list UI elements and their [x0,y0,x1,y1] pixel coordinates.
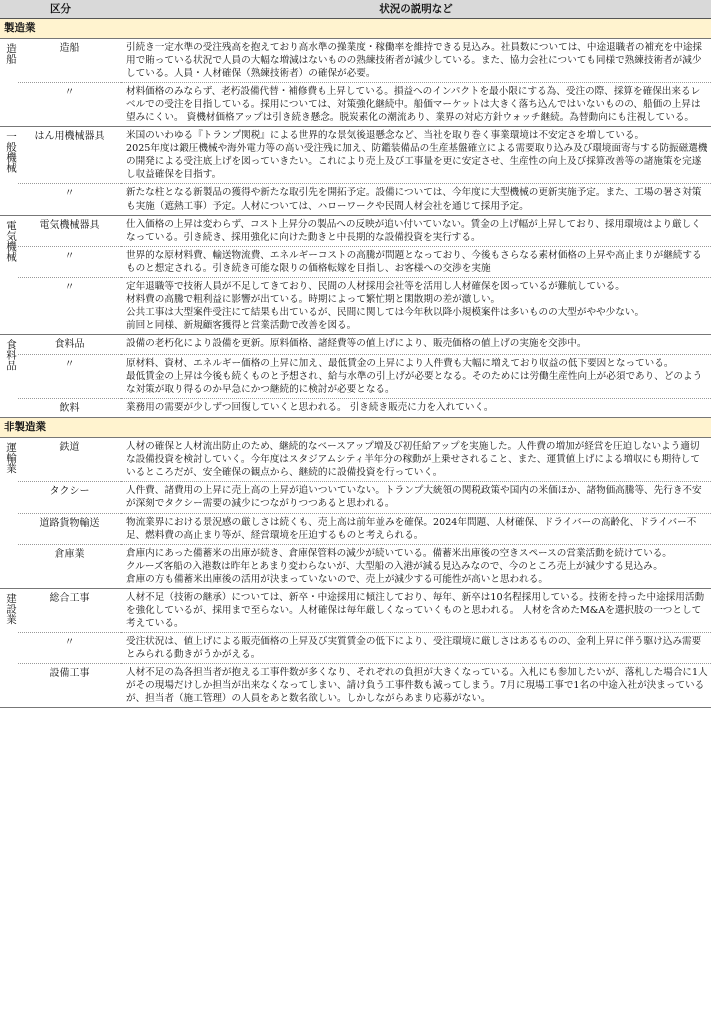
status-description [121,513,711,544]
description-paragraph: 倉庫の方も備蓄米出庫後の活用が決まっていないので、売上が減少する可能性が高いと思われる。 [126,573,548,585]
status-description [121,83,711,127]
description-paragraph: 新たな柱となる新製品の獲得や新たな取引先を開拓予定。設備については、今年度に大型機械の更新実施予定。また、工場の暑さ対策も実施（遮熱工事）予定。人材については、ハローワークや民間人材会社を通じて採用予定。 [126,187,702,212]
group-label: 運輸業 [0,438,18,588]
column-header-category: 区分 [0,0,121,19]
section-title: 製造業 [0,19,711,39]
description-paragraph: 材料価格のみならず、老朽設備代替・補修費も上昇している。損益へのインパクトを最小限にする為、受注の際、採算を確保出来るレベルでの受注を目指している。採用については、対策強化継続中。船価マーケットは大きく落ち込んではいないものの、船価の上昇は望みにくい。 資機材価格アップは引き続き懸念。脱炭素化の潮流あり、業界の対応方針ウォッチ継続。為替動向にも注視している。 [126,86,701,124]
subcategory-label: 電気機械器具 [18,215,121,246]
status-description [121,482,711,513]
description-paragraph: 最低賃金の上昇は今後も続くものと予想され、給与水準の引上げが必要となる。そのためには労働生産性向上が必須であり、どのような対策が取り得るのか早急にかつ継続的に検討が必要となる。 [126,370,703,395]
description-paragraph: 仕入価格の上昇は変わらず、コスト上昇分の製品への反映が追い付いていない。賃金の上げ幅が上昇しており、採用環境はより厳しくなっている。引き続き、採用強化に向けた動きと中長期的な設備投資を実行する。 [126,218,701,243]
description-paragraph: 人材不足の為各担当者が抱える工事件数が多くなり、それぞれの負担が大きくなっている。入札にも参加したいが、落札した場合に1人がその現場だけしか担当が出来なくなってしまい、請け負う工事件数も減ってしまう。7月に現場工事で1名の中途入社が決まっているが、担当者（施工管理）の人員をあと数名欲しい。しかしながらあまり応募がない。 [126,666,708,705]
subcategory-label: 鉄道 [18,438,121,482]
group-label: 建設業 [0,588,18,707]
subcategory-label: 倉庫業 [18,544,121,588]
subcategory-label: 〃 [18,354,121,398]
status-description [121,334,711,354]
subcategory-label: 道路貨物輸送 [18,513,121,544]
description-paragraph: 原材料、資材、エネルギー価格の上昇に加え、最低賃金の上昇により人件費も大幅に増えており収益の低下要因となっている。 [126,357,674,369]
table-row [0,482,711,513]
description-paragraph: 業務用の需要が少しずつ回復していくと思われる。 引き続き販売に力を入れていく。 [126,401,494,413]
subcategory-label: 〃 [18,83,121,127]
subcategory-label: 飲料 [18,398,121,418]
description-paragraph: 公共工事は大型案件受注にて結果も出ているが、民間に関しては今年秋以降小規模案件は多いものの大型がやや少ない。 [126,306,645,318]
table-body [0,19,711,708]
table-row [0,215,711,246]
status-description [121,544,711,588]
table-row [0,663,711,707]
table-row [0,354,711,398]
subcategory-label: 造船 [18,39,121,83]
table-row [0,438,711,482]
description-paragraph: 倉庫内にあった備蓄米の出庫が続き、倉庫保管料の減少が続いている。備蓄米出庫後の空きスペースの営業活動を続けている。 [126,547,672,559]
group-label: 電気機械 [0,215,18,334]
status-description [121,588,711,632]
group-label: 一般機械 [0,127,18,215]
subcategory-label: はん用機械器具 [18,127,121,184]
table-header-row [0,0,711,19]
table-row [0,127,711,184]
status-description [121,246,711,277]
description-paragraph: クルーズ客船の入港数は昨年とあまり変わらないが、大型船の入港が減る見込みなので、今のところ売上が減少する見込み。 [126,560,663,572]
description-paragraph: 定年退職等で技術人員が不足してきており、民間の人材採用会社等を活用し人材確保を図っているが難航している。 [126,280,625,292]
table-row [0,39,711,83]
column-header-status: 状況の説明など [121,0,711,19]
section-header-row [0,19,711,39]
subcategory-label: 〃 [18,632,121,663]
status-description [121,354,711,398]
subcategory-label: 〃 [18,246,121,277]
description-paragraph: 設備の老朽化により設備を更新。原料価格、諸経費等の値上げにより、販売価格の値上げの実施を交渉中。 [126,337,587,349]
section-title: 非製造業 [0,418,711,438]
status-description [121,215,711,246]
description-paragraph: 受注状況は、値上げによる販売価格の上昇及び実質賃金の低下により、受注環境に厳しさはあるものの、金利上昇に伴う駆け込み需要とみられる動きがうかがえる。 [126,635,702,660]
table-row [0,334,711,354]
subcategory-label: 〃 [18,277,121,334]
status-description [121,663,711,707]
table-row [0,184,711,215]
table-row [0,513,711,544]
status-description [121,184,711,215]
group-label: 食料品 [0,334,18,417]
table-row [0,398,711,418]
status-description [121,39,711,83]
description-paragraph: 材料費の高騰で粗利益に影響が出ている。時期によって繁忙期と閑散期の差が激しい。 [126,293,501,305]
subcategory-label: タクシー [18,482,121,513]
subcategory-label: 総合工事 [18,588,121,632]
description-paragraph: 前回と同様、新規顧客獲得と営業活動で改善を図る。 [126,319,357,331]
status-description [121,632,711,663]
subcategory-label: 食料品 [18,334,121,354]
status-description [121,398,711,418]
group-label: 造船 [0,39,18,127]
table-row [0,246,711,277]
table-row [0,544,711,588]
description-paragraph: 米国のいわゆる『トランプ関税』による世界的な景気後退懸念など、当社を取り巻く事業環境は不安定さを増している。 [126,130,645,142]
status-description [121,127,711,184]
table-row [0,588,711,632]
description-paragraph: 人材不足（技術の継承）については、新卒・中途採用に傾注しており、毎年、新卒は10名程採用している。技術を持った中途採用活動を強化しているが、採用まで至らない。人材確保は毎年厳しくなっていくものと思われる。 人材を含めたM&Aを選択肢の一つとして考えている。 [126,591,705,629]
subcategory-label: 設備工事 [18,663,121,707]
description-paragraph: 人材の確保と人材流出防止のため、継続的なベースアップ増及び初任給アップを実施した。人件費の増加が経営を圧迫しないよう適切な設備投資を検討していく。今年度はスタジアムシティ半年分の稼動が上乗せされること、また、運賃値上げによる増収にも期待しているところだが、安全確保の観点から、継続的に設備投資を行っていく。 [126,441,700,479]
description-paragraph: 人件費、諸費用の上昇に売上高の上昇が追いついていない。トランプ大統領の関税政策や国内の米価ほか、諸物価高騰等、先行き不安が深刻でタクシー需要の減少につながりつつあると思われる。 [126,485,702,510]
status-description [121,438,711,482]
subcategory-label: 〃 [18,184,121,215]
description-paragraph: 2025年度は鍛圧機械や海外電力等の高い受注残に加え、防鑑装備品の生産基盤確立による需要取り込み及び環境面寄与する防振磁選機の開発による受注底上げを図っていきたい。これにより売上及び工事量を更に安定させ、生産性の向上及び採算改善等の諸施策を完遂し収益確保を目指す。 [126,143,708,181]
table-row [0,83,711,127]
status-description [121,277,711,334]
description-paragraph: 物流業界における景況感の厳しさは続くも、売上高は前年並みを確保。2024年問題、人材確保、ドライバーの高齢化、ドライバー不足、燃料費の高止まり等が、経営環境を圧迫するものと考えられる。 [126,516,697,541]
table-row [0,277,711,334]
section-header-row [0,418,711,438]
table-row [0,632,711,663]
description-paragraph: 世界的な原材料費、輸送物流費、エネルギーコストの高騰が問題となっており、今後もさらなる素材価格の上昇や高止まりが継続するものと想定される。引き続き可能な限りの価格転嫁を目指し、お客様への交渉を実施 [126,249,702,274]
description-paragraph: 引続き一定水準の受注残高を抱えており高水準の操業度・稼働率を維持できる見込み。社員数については、中途退職者の補充を中途採用で賄っている状況で人員の大幅な増減はないものの熟練技術者が減少している。また、協力会社についても同様で熟練技術者が減少している。人員・人材確保（熟練技術者）の確保が必要。 [126,42,703,80]
